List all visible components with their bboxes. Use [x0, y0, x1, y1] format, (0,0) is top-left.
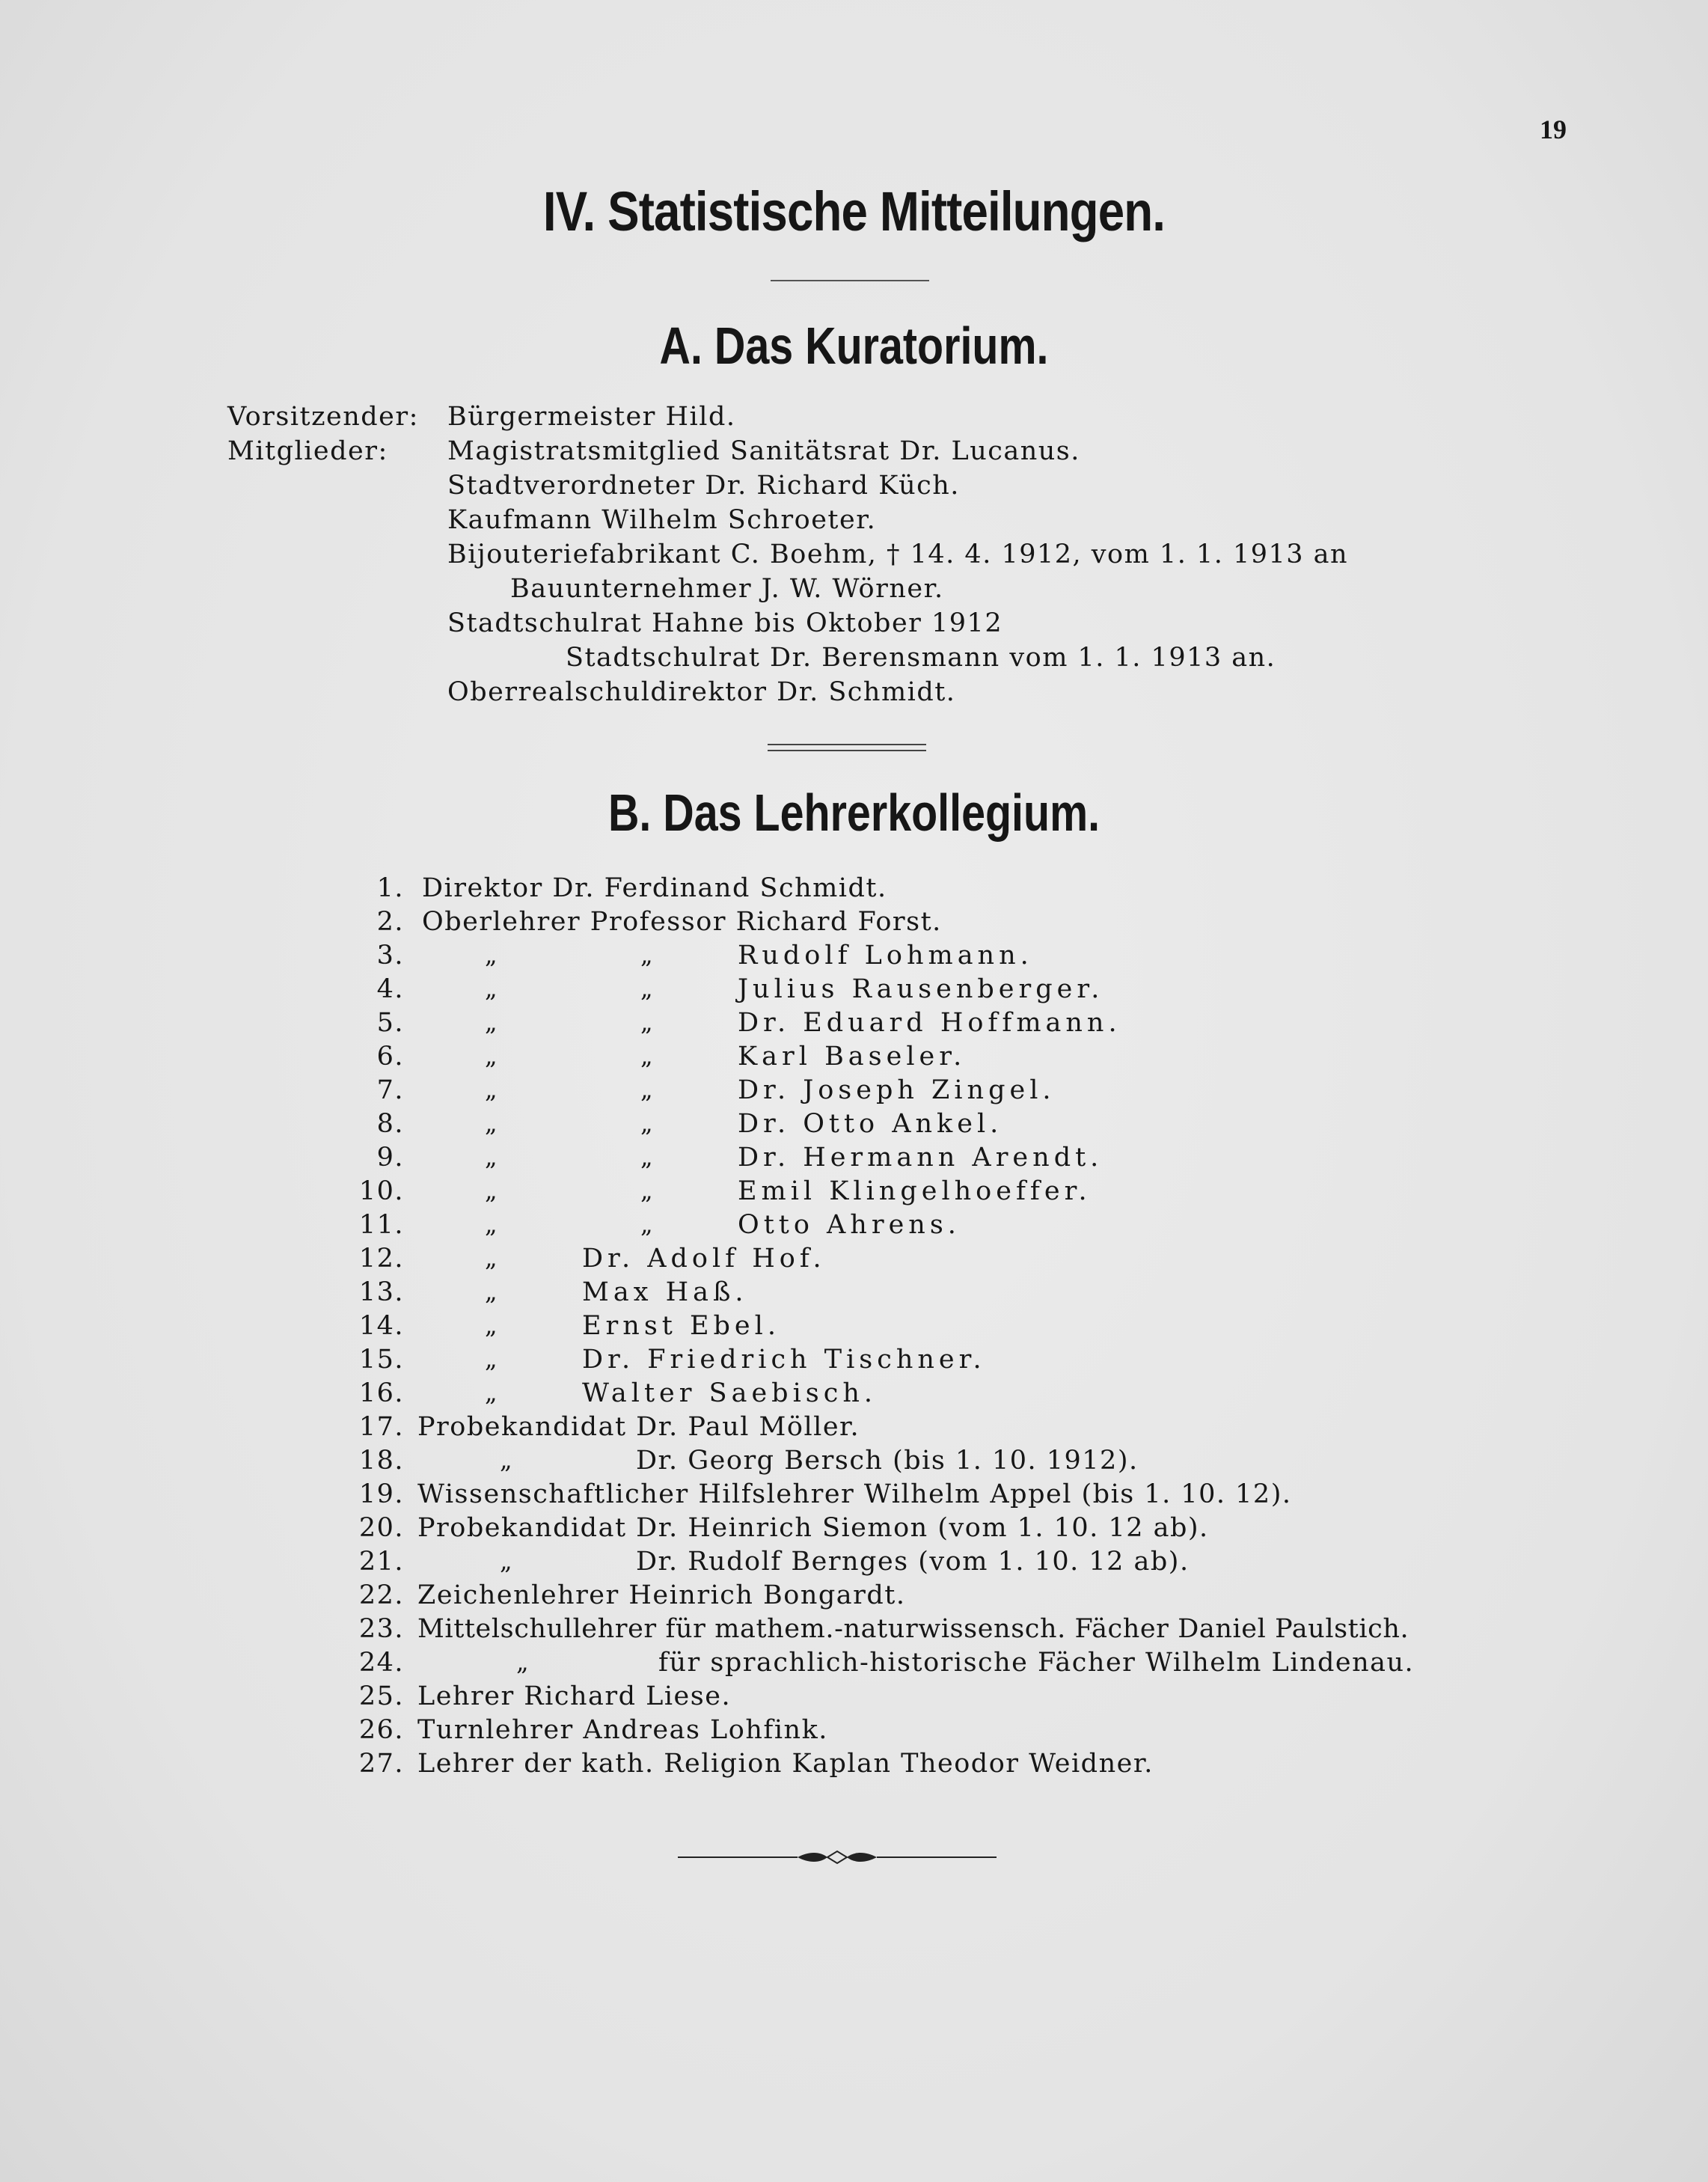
board-line: Stadtschulrat Dr. Berensmann vom 1. 1. 1913 an.	[566, 643, 1276, 673]
item-number: 4.	[376, 974, 404, 1004]
item-number: 10.	[358, 1176, 404, 1206]
ditto-mark: „	[485, 1109, 499, 1137]
board-line: Magistratsmitglied Sanitätsrat Dr. Lucanus.	[447, 436, 1080, 466]
staff-entry: Rudolf Lohmann.	[738, 941, 1033, 971]
page-title: IV. Statistische Mitteilungen.	[542, 180, 1166, 242]
staff-entry: Mittelschullehrer für mathem.-naturwissensch. Fächer Daniel Paulstich.	[417, 1614, 1409, 1644]
item-number: 24.	[358, 1648, 404, 1678]
staff-entry: Julius Rausenberger.	[738, 974, 1104, 1004]
staff-entry: Otto Ahrens.	[738, 1210, 961, 1240]
item-number: 16.	[358, 1378, 404, 1408]
staff-entry: Dr. Hermann Arendt.	[738, 1143, 1104, 1173]
item-number: 20.	[358, 1513, 404, 1543]
item-number: 21.	[358, 1547, 404, 1577]
item-number: 7.	[376, 1075, 404, 1105]
ditto-mark: „	[485, 1277, 499, 1306]
page-number: 19	[1540, 114, 1567, 144]
item-number: 15.	[358, 1345, 404, 1375]
ditto-mark: „	[500, 1446, 514, 1474]
staff-entry: Dr. Eduard Hoffmann.	[738, 1008, 1121, 1038]
ditto-mark: „	[640, 1109, 655, 1137]
item-number: 5.	[376, 1008, 404, 1038]
board-line: Bijouteriefabrikant C. Boehm, † 14. 4. 1912, vom 1. 1. 1913 an	[447, 540, 1349, 569]
ditto-mark: „	[485, 1042, 499, 1070]
ditto-mark: „	[640, 1008, 655, 1036]
staff-entry: Walter Saebisch.	[582, 1378, 878, 1408]
chair-label: Vorsitzender:	[227, 402, 419, 432]
ditto-mark: „	[485, 1176, 499, 1205]
board-line: Bauunternehmer J. W. Wörner.	[510, 574, 944, 604]
item-number: 1.	[376, 873, 404, 903]
ditto-mark: „	[485, 974, 499, 1003]
item-number: 8.	[376, 1109, 404, 1139]
item-number: 9.	[376, 1143, 404, 1173]
item-number: 2.	[376, 907, 404, 937]
ditto-mark: „	[640, 1075, 655, 1104]
staff-entry: Probekandidat Dr. Heinrich Siemon (vom 1. 10. 12 ab).	[417, 1513, 1209, 1543]
members-label: Mitglieder:	[227, 436, 388, 466]
item-number: 17.	[358, 1412, 404, 1442]
staff-entry: Oberlehrer Professor Richard Forst.	[422, 907, 942, 937]
item-number: 19.	[358, 1479, 404, 1509]
ditto-mark: „	[640, 974, 655, 1003]
staff-entry: Zeichenlehrer Heinrich Bongardt.	[417, 1580, 906, 1610]
board-line: Bürgermeister Hild.	[447, 402, 736, 432]
ditto-mark: „	[485, 1075, 499, 1104]
item-number: 12.	[358, 1244, 404, 1274]
board-line: Kaufmann Wilhelm Schroeter.	[447, 505, 877, 535]
item-number: 22.	[358, 1580, 404, 1610]
staff-entry: Dr. Adolf Hof.	[582, 1244, 826, 1274]
ditto-mark: „	[485, 1244, 499, 1272]
ditto-mark: „	[485, 1143, 499, 1171]
item-number: 27.	[358, 1749, 404, 1779]
board-line: Stadtverordneter Dr. Richard Küch.	[447, 471, 960, 501]
ditto-mark: „	[500, 1547, 514, 1575]
item-number: 6.	[376, 1042, 404, 1072]
item-number: 18.	[358, 1446, 404, 1476]
staff-entry: Probekandidat Dr. Paul Möller.	[417, 1412, 860, 1442]
title-divider	[771, 280, 929, 281]
ditto-mark: „	[640, 941, 655, 969]
staff-entry: Dr. Friedrich Tischner.	[582, 1345, 986, 1375]
item-number: 25.	[358, 1681, 404, 1711]
item-number: 23.	[358, 1614, 404, 1644]
ditto-mark: „	[485, 1210, 499, 1238]
ditto-mark: „	[640, 1143, 655, 1171]
staff-entry: Max Haß.	[582, 1277, 748, 1307]
item-number: 26.	[358, 1715, 404, 1745]
ditto-mark: „	[485, 1311, 499, 1339]
ditto-mark: „	[485, 1008, 499, 1036]
ditto-mark: „	[485, 941, 499, 969]
staff-entry: Karl Baseler.	[738, 1042, 967, 1072]
board-line: Stadtschulrat Hahne bis Oktober 1912	[447, 608, 1003, 638]
staff-entry: Lehrer der kath. Religion Kaplan Theodor Weidner.	[417, 1749, 1154, 1779]
staff-entry: für sprachlich-historische Fächer Wilhelm Lindenau.	[658, 1648, 1415, 1678]
ditto-mark: „	[640, 1042, 655, 1070]
staff-entry: Direktor Dr. Ferdinand Schmidt.	[422, 873, 887, 903]
item-number: 11.	[358, 1210, 404, 1240]
ditto-mark: „	[516, 1648, 530, 1676]
staff-entry: Wissenschaftlicher Hilfslehrer Wilhelm Appel (bis 1. 10. 12).	[417, 1479, 1292, 1509]
staff-entry: Dr. Georg Bersch (bis 1. 10. 1912).	[636, 1446, 1139, 1476]
staff-entry: Dr. Joseph Zingel.	[738, 1075, 1056, 1105]
board-line: Oberrealschuldirektor Dr. Schmidt.	[447, 677, 956, 707]
section-b-title: B. Das Lehrerkollegium.	[607, 783, 1101, 842]
staff-entry: Ernst Ebel.	[582, 1311, 780, 1341]
section-a-title: A. Das Kuratorium.	[659, 317, 1049, 375]
section-divider	[768, 744, 926, 751]
item-number: 14.	[358, 1311, 404, 1341]
item-number: 13.	[358, 1277, 404, 1307]
staff-entry: Turnlehrer Andreas Lohfink.	[417, 1715, 828, 1745]
staff-entry: Emil Klingelhoeffer.	[738, 1176, 1092, 1206]
end-ornament	[678, 1842, 997, 1872]
staff-entry: Dr. Otto Ankel.	[738, 1109, 1003, 1139]
ditto-mark: „	[640, 1176, 655, 1205]
item-number: 3.	[376, 941, 404, 971]
staff-entry: Dr. Rudolf Bernges (vom 1. 10. 12 ab).	[636, 1547, 1190, 1577]
staff-entry: Lehrer Richard Liese.	[417, 1681, 732, 1711]
ditto-mark: „	[640, 1210, 655, 1238]
ditto-mark: „	[485, 1378, 499, 1407]
ditto-mark: „	[485, 1345, 499, 1373]
